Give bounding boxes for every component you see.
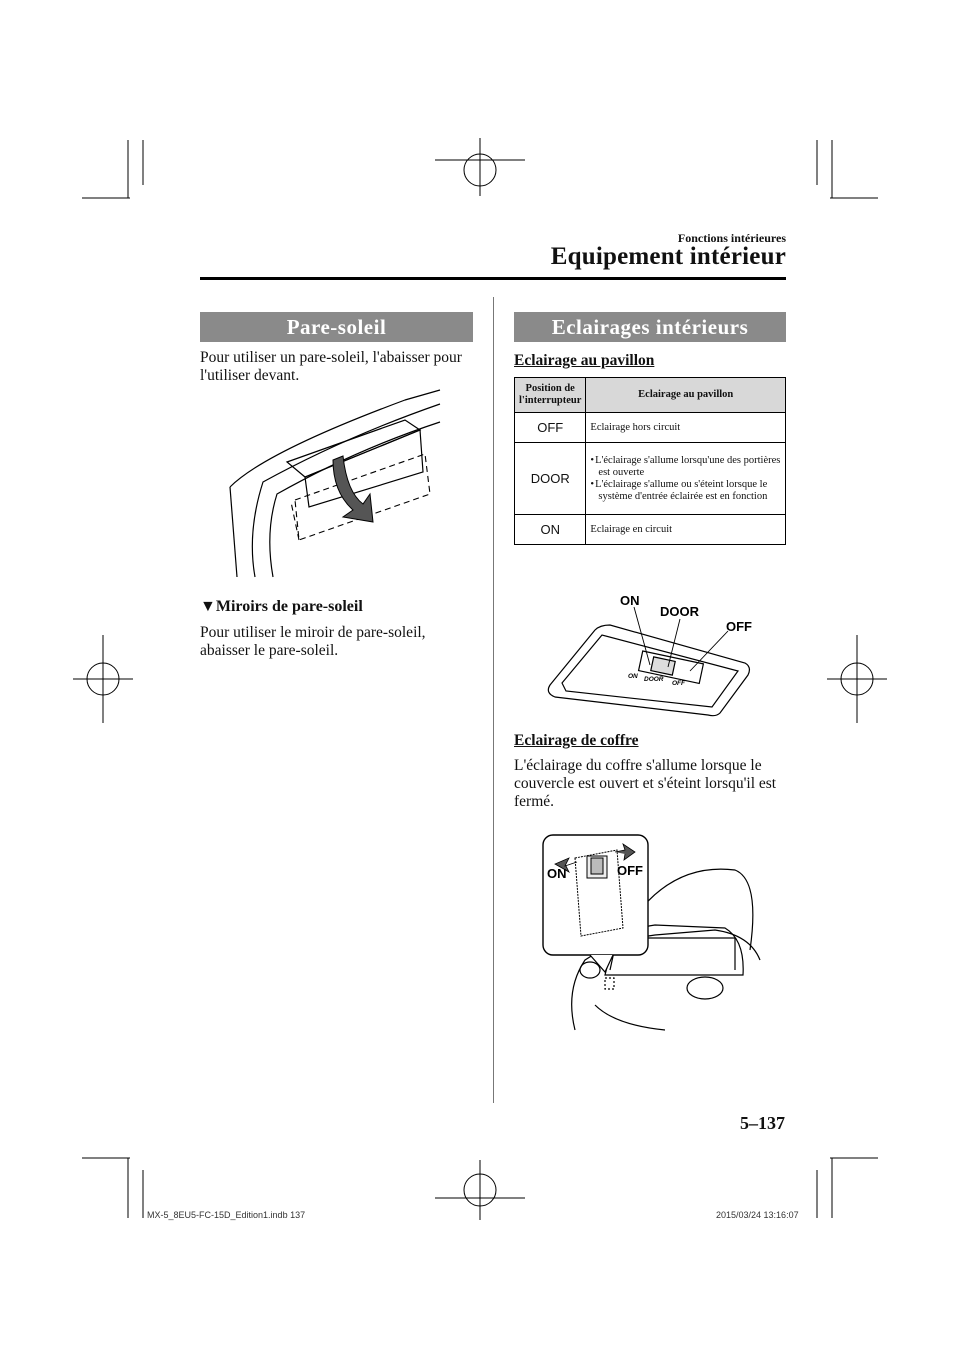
page-title: Equipement intérieur xyxy=(550,243,786,270)
trunk-line-1: L'éclairage du coffre s'allume lorsque le xyxy=(514,757,762,774)
plate-label-on: ON xyxy=(628,673,638,680)
trunk-line-3: fermé. xyxy=(514,793,555,810)
col-position-header xyxy=(515,378,586,413)
pos-door: DOOR xyxy=(515,443,586,515)
triangle-down-icon: ▼ xyxy=(200,598,216,615)
sun-visor-intro xyxy=(200,349,485,385)
trunk-label-off: OFF xyxy=(617,863,643,878)
intro-line-1: Pour utiliser un pare-soleil, l'abaisser pour xyxy=(200,349,462,366)
desc-door-bullet-2: • L'éclairage s'allume ou s'éteint lorsque le système d'entrée éclairée est en fonction xyxy=(590,479,781,503)
mirror-text xyxy=(200,624,485,660)
col-dome-header: Eclairage au pavillon xyxy=(586,378,786,413)
column-divider xyxy=(493,297,494,1103)
trunk-label-on: ON xyxy=(547,866,567,881)
footer-file: MX-5_8EU5-FC-15D_Edition1.indb 137 xyxy=(147,1210,306,1220)
section-label: Fonctions intérieures xyxy=(677,231,786,245)
pos-on: ON xyxy=(515,515,586,545)
label-on: ON xyxy=(620,593,640,608)
col1-line-1: Position de xyxy=(525,383,575,394)
col1-line-2: l'interrupteur xyxy=(519,395,582,406)
plate-label-off: OFF xyxy=(672,680,685,687)
dome-light-illustration xyxy=(540,585,770,720)
page-number: 5–137 xyxy=(740,1113,785,1133)
mirror-line-2: abaisser le pare-soleil. xyxy=(200,642,339,659)
mirror-line-1: Pour utiliser le miroir de pare-soleil, xyxy=(200,624,426,641)
header-rule xyxy=(200,277,786,280)
table-row xyxy=(515,443,786,515)
mirror-heading-text: Miroirs de pare-soleil xyxy=(215,598,363,615)
pos-off: OFF xyxy=(515,413,586,443)
label-off: OFF xyxy=(726,619,752,634)
desc-door xyxy=(586,443,786,515)
interior-lights-heading: Eclairages intérieurs xyxy=(514,312,786,342)
table-row xyxy=(515,515,786,545)
plate-label-door: DOOR xyxy=(644,676,664,683)
dome-light-heading: Eclairage au pavillon xyxy=(514,352,655,369)
desc-off: Eclairage hors circuit xyxy=(586,413,786,443)
desc-on: Eclairage en circuit xyxy=(586,515,786,545)
mirror-heading xyxy=(200,598,363,616)
trunk-line-2: couvercle est ouvert et s'éteint lorsqu'il est xyxy=(514,775,777,792)
table-header-row xyxy=(515,378,786,413)
footer-stamp: 2015/03/24 13:16:07 xyxy=(716,1210,799,1220)
sun-visor-heading: Pare-soleil xyxy=(200,312,473,342)
trunk-light-heading: Eclairage de coffre xyxy=(514,732,639,749)
label-door: DOOR xyxy=(660,604,699,619)
trunk-light-illustration xyxy=(535,830,775,1035)
trunk-light-text xyxy=(514,757,799,811)
sun-visor-illustration xyxy=(225,382,450,582)
desc-door-bullet-1: • L'éclairage s'allume lorsqu'une des portières est ouverte xyxy=(590,455,781,479)
switch-position-table xyxy=(514,377,786,545)
table-row xyxy=(515,413,786,443)
intro-line-2: l'utiliser devant. xyxy=(200,367,300,384)
